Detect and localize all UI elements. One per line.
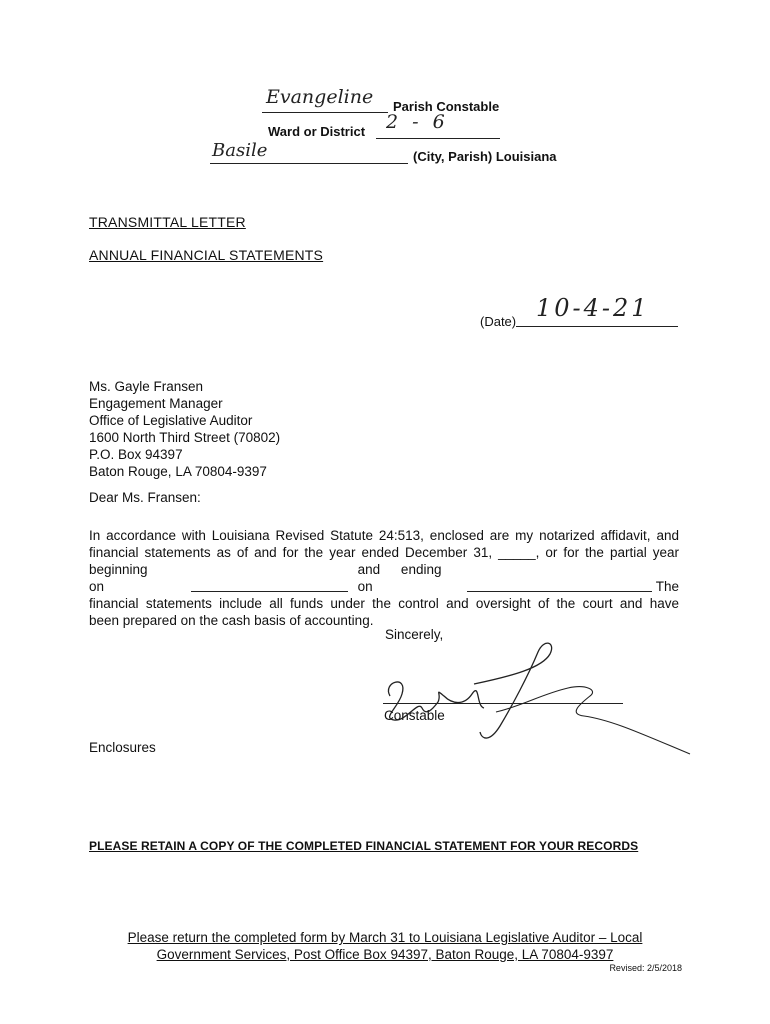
ward-field[interactable] [376,111,500,139]
ward-label: Ward or District [268,124,366,139]
parish-handwriting: Evangeline [266,86,374,108]
footer-line-1: Please return the completed form by March 31 to Louisiana Legislative Auditor – Local [127,930,643,945]
enclosures: Enclosures [89,740,156,755]
salutation: Dear Ms. Fransen: [89,490,201,505]
retain-notice: PLEASE RETAIN A COPY OF THE COMPLETED FINANCIAL STATEMENT FOR YOUR RECORDS [89,839,639,853]
recipient-city: Baton Rouge, LA 70804-9397 [89,464,267,479]
body-line-3-ending: and ending on [357,562,442,594]
body-line-4: financial statements include all funds under the control and oversight of the court and have [89,596,679,611]
constable-label: Constable [384,708,445,723]
beginning-date-field[interactable] [191,579,348,592]
parish-label: Parish Constable [393,99,500,114]
ward-handwriting: 2 - 6 [386,111,449,133]
signature-scrawl [372,636,692,776]
title-transmittal: TRANSMITTAL LETTER [89,214,246,230]
recipient-pobox: P.O. Box 94397 [89,447,183,462]
date-label: (Date) [480,314,517,329]
city-handwriting: Basile [212,140,268,161]
recipient-street: 1600 North Third Street (70802) [89,430,281,445]
city-field[interactable] [210,140,408,164]
city-label: (City, Parish) Louisiana [413,149,557,164]
body-line-3 [89,561,679,595]
body-line-3-beginning: beginning on [89,562,148,594]
footer-instructions [89,929,681,963]
revised-date: Revised: 2/5/2018 [609,963,682,973]
footer-line-2: Government Services, Post Office Box 94397, Baton Rouge, LA 70804-9397 [156,947,614,962]
recipient-address [89,378,280,480]
sincerely: Sincerely, [385,627,444,642]
body-line-1: In accordance with Louisiana Revised Statute 24:513, enclosed are my notarized affidavit, and [89,528,679,543]
recipient-name: Ms. Gayle Fransen [89,379,204,394]
parish-field[interactable] [262,86,388,113]
body-paragraph [89,527,679,629]
recipient-title: Engagement Manager [89,396,223,411]
ending-date-field[interactable] [467,579,651,592]
body-line-2: financial statements as of and for the year ended December 31, _____, or for the partial year [89,545,679,560]
body-line-3-the: The [655,579,679,594]
title-annual-statements: ANNUAL FINANCIAL STATEMENTS [89,247,324,263]
recipient-office: Office of Legislative Auditor [89,413,253,428]
date-field[interactable] [516,294,678,327]
date-handwriting: 10-4-21 [536,294,650,322]
body-line-5: been prepared on the cash basis of accounting. [89,613,374,628]
